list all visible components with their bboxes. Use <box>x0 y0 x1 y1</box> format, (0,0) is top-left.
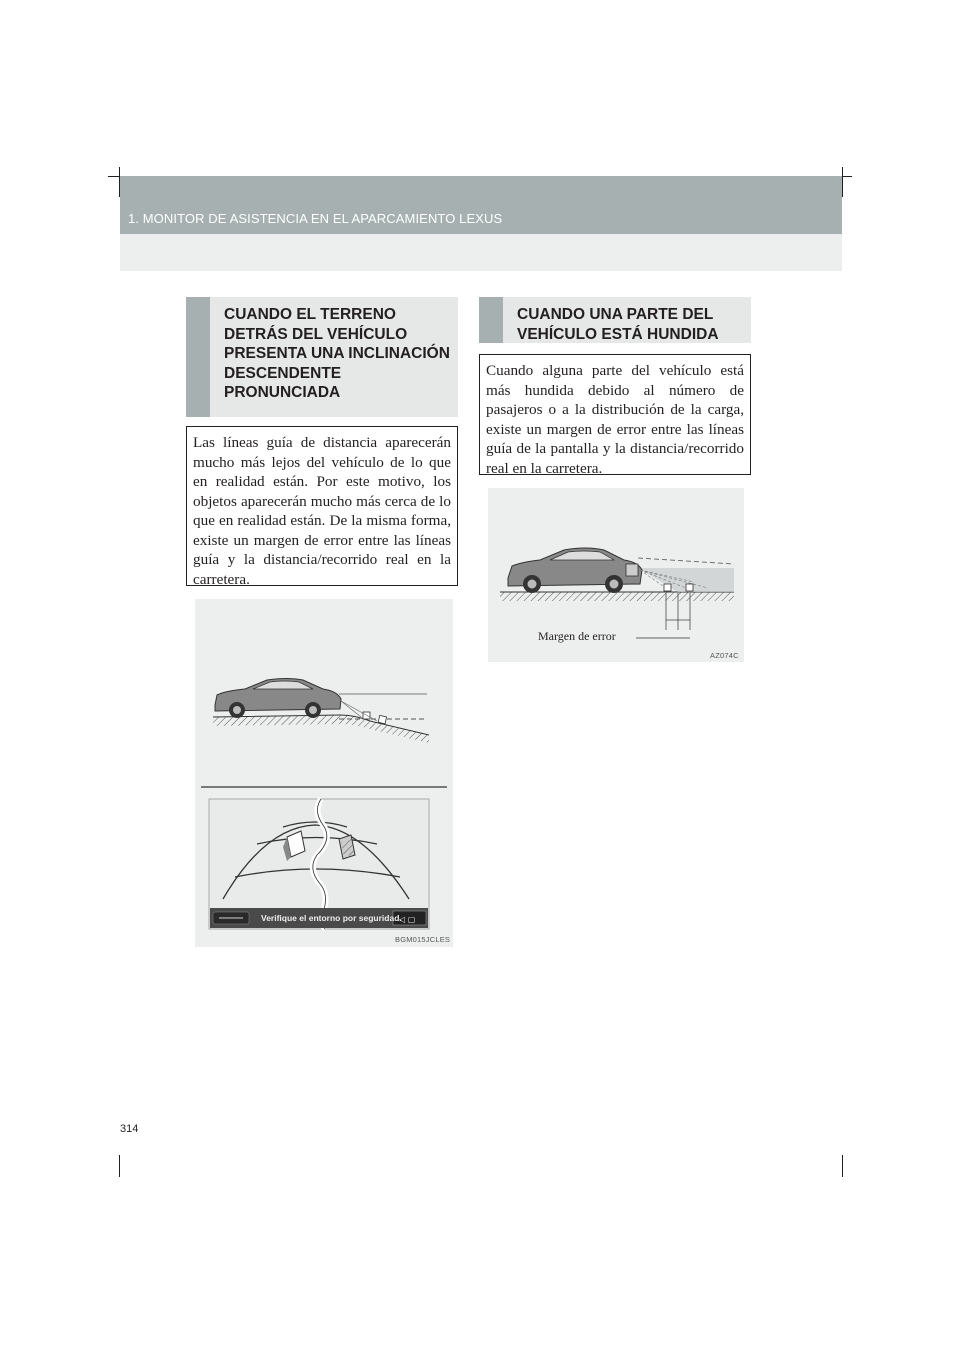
body-text-box-right <box>479 354 751 475</box>
figure-code: AZ074C <box>710 651 739 660</box>
figure-downhill-slope <box>195 599 453 947</box>
body-text: Cuando alguna parte del vehículo está más hundida debido al número de pasajeros o a la distribución de la carga, existe un margen de error entre las líneas guía de la pantalla y la distancia/recorrido real en la carretera. <box>486 362 744 477</box>
body-text-box-left <box>186 426 458 586</box>
figure-sunk-vehicle <box>488 488 744 662</box>
crop-mark <box>842 1155 843 1177</box>
heading-text: CUANDO UNA PARTE DEL VEHÍCULO ESTÁ HUNDIDA <box>517 306 719 343</box>
section-heading-left <box>186 297 458 417</box>
crop-mark <box>119 1155 120 1177</box>
heading-text: CUANDO EL TERRENO DETRÁS DEL VEHÍCULO PRESENTA UNA INCLINACIÓN DESCENDENTE PRONUNCIADA <box>224 306 450 401</box>
crop-mark <box>842 167 843 197</box>
car-icon <box>508 548 642 593</box>
section-heading-right <box>479 297 751 343</box>
sunk-vehicle-illustration <box>488 488 744 662</box>
figure-label-margen: Margen de error <box>538 629 616 643</box>
car-icon <box>215 679 341 719</box>
heading-tab <box>186 297 210 417</box>
figure-code: BGM015JCLES <box>395 935 451 944</box>
header-title: 1. MONITOR DE ASISTENCIA EN EL APARCAMIENTO LEXUS <box>128 211 503 226</box>
screen-message: Verifique el entorno por seguridad. <box>261 913 402 923</box>
heading-tab <box>479 297 503 343</box>
page-number: 314 <box>120 1123 139 1135</box>
slope-illustration <box>195 599 453 947</box>
body-text: Las líneas guía de distancia aparecerán mucho más lejos del vehículo de lo que en realidad están. Por este motivo, los objetos aparecerán mucho más cerca de lo que en realidad están. De la misma forma, existe un margen de error entre las líneas guía y la distancia/recorrido real en la carretera. <box>193 434 451 588</box>
svg-text:◁ ▢: ◁ ▢ <box>399 915 416 924</box>
